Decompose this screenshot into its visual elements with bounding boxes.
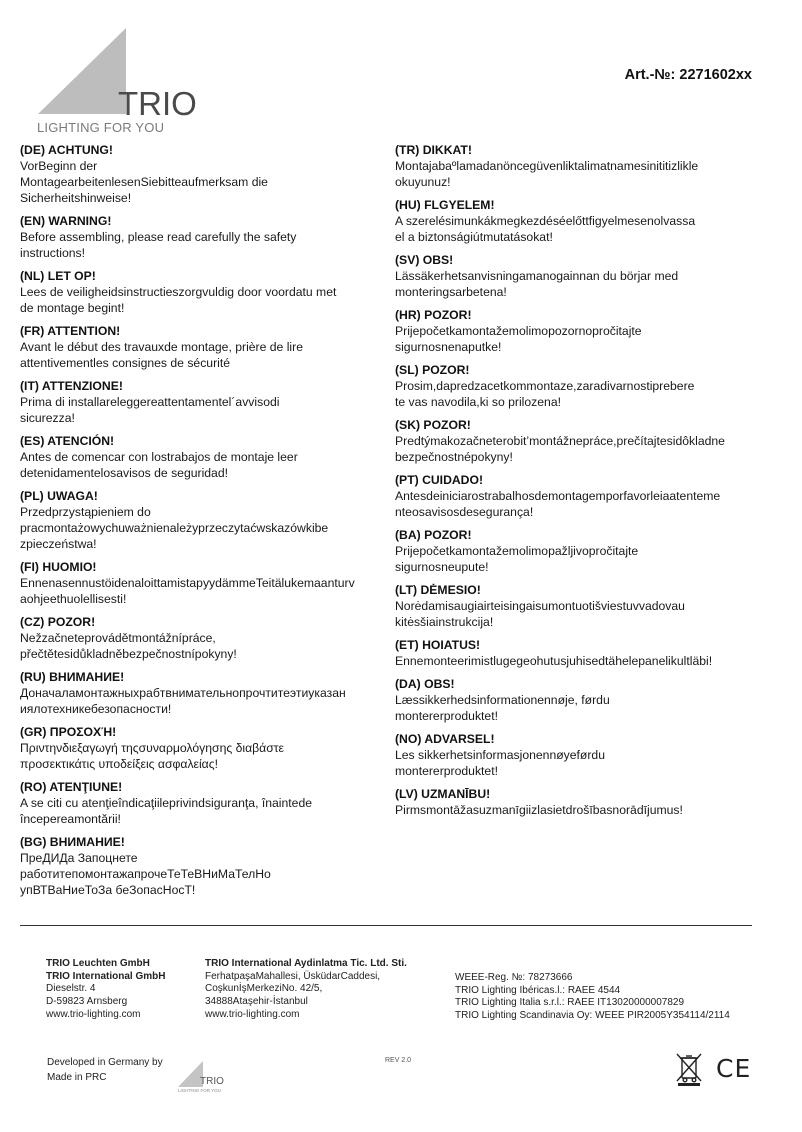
revision-label: REV 2.0	[385, 1057, 412, 1064]
ce-mark-icon: CE	[716, 1054, 752, 1083]
warning-text: A se citi cu atenţieîndicaţiileprivindsiguranţa, înaintede începereamontării!	[20, 796, 312, 826]
warning-heading: (RU) ВНИМАНИЕ!	[20, 670, 125, 684]
warning-text: Доначаламонтажныхрабтвнимательнопрочтитеэтиуказан иялотехникебезопасности!	[20, 686, 346, 716]
warning-fi	[20, 560, 386, 607]
warning-heading: (HR) POZOR!	[395, 308, 472, 322]
warning-heading: (RO) ATENŢIUNE!	[20, 780, 123, 794]
warning-hr	[395, 308, 759, 355]
warning-tr	[395, 143, 759, 190]
warning-text: Predtýmakozačneterobit’montážnepráce,prečítajtesidôkladne bezpečnostnépokyny!	[395, 434, 725, 464]
warning-text: Ennemonteerimistlugegeohutusjuhisedtähelepanelikultläbi!	[395, 654, 713, 668]
warning-text: Prijepočetkamontažemolimopažljivopročitajte sigurnosneupute!	[395, 544, 639, 574]
warning-text: Læssikkerhedsinformationennøje, førdu montererproduktet!	[395, 693, 610, 723]
footer-company-turkey	[205, 958, 445, 1022]
company-name: TRIO International GmbH	[46, 970, 166, 982]
warning-heading: (FR) ATTENTION!	[20, 324, 121, 338]
warning-en	[20, 214, 386, 261]
warning-text: Antes de comencar con lostrabajos de montaje leer detenidamentelosavisos de seguridad!	[20, 450, 298, 480]
warning-es	[20, 434, 386, 481]
footer-weee-registrations: WEEE-Reg. №: 78273666 TRIO Lighting Ibéricas.l.: RAEE 4544 TRIO Lighting Italia s.r.l.: RAEE IT13020000007829 TRIO Lighting Scandinavia Oy: WEEE PIR2005Y354114/2114	[455, 972, 730, 1022]
warning-heading: (LV) UZMANĪBU!	[395, 787, 491, 801]
warning-fr	[20, 324, 386, 371]
warning-heading: (BG) ВНИМАНИЕ!	[20, 835, 125, 849]
warning-text: Before assembling, please read carefully the safety instructions!	[20, 230, 297, 260]
warning-da	[395, 677, 759, 724]
warning-text: Lässäkerhetsanvisningamanogainnan du börjar med monteringsarbetena!	[395, 269, 679, 299]
footer-divider	[20, 925, 752, 926]
warning-text: Norėdamisaugiairteisingaisumontuotišviestuvvadovau kitėsšiainstrukcija!	[395, 599, 685, 629]
warning-text: Πριντηνδιεξαγωγή τηςσυναρμολόγησης διαβάστε προσεκτικάτις υποδείξεις ασφαλείας!	[20, 741, 284, 771]
warning-heading: (GR) ΠΡΟΣΟΧΉ!	[20, 725, 117, 739]
warning-nl	[20, 269, 386, 316]
trio-mini-logo	[176, 1061, 226, 1095]
warning-text: A szerelésimunkákmegkezdéséelőttfigyelmesenolvassa el a biztonságiútmutatásokat!	[395, 214, 696, 244]
warning-text: Prijepočetkamontažemolimopozornopročitajte sigurnosnenaputke!	[395, 324, 642, 354]
warning-cz	[20, 615, 386, 662]
warning-ba	[395, 528, 759, 575]
warning-sl	[395, 363, 759, 410]
weee-bin-icon	[674, 1052, 704, 1086]
warning-de	[20, 143, 386, 206]
warning-lt	[395, 583, 759, 630]
warning-heading: (IT) ATTENZIONE!	[20, 379, 123, 393]
warning-ro	[20, 780, 386, 827]
warning-heading: (TR) DIKKAT!	[395, 143, 472, 157]
warning-text: Nežzačneteprovádětmontážnípráce, přečtětesidůkladněbezpečnostnípokyny!	[20, 631, 237, 661]
warning-text: Lees de veiligheidsinstructieszorgvuldig door voordatu met de montage begint!	[20, 285, 337, 315]
warning-text: VorBeginn der MontagearbeitenlesenSiebitteaufmerksam die Sicherheitshinweise!	[20, 159, 268, 205]
mini-logo-tagline: LIGHTING FOR YOU	[178, 1088, 221, 1093]
logo-tagline: LIGHTING FOR YOU	[37, 120, 165, 135]
warning-heading: (FI) HUOMIO!	[20, 560, 97, 574]
warning-text: Montajabaºlamadanöncegüvenliktalimatnamesinititizlikle okuyunuz!	[395, 159, 699, 189]
warning-heading: (SL) POZOR!	[395, 363, 470, 377]
warning-heading: (SK) POZOR!	[395, 418, 471, 432]
warning-heading: (ES) ATENCIÓN!	[20, 434, 115, 448]
warning-text: Antesdeiniciarostrabalhosdemontagemporfavorleiaatenteme nteosavisosdesegurança!	[395, 489, 721, 519]
trio-logo	[34, 28, 204, 138]
warning-bg	[20, 835, 386, 898]
warning-heading: (HU) FLGYELEM!	[395, 198, 495, 212]
warning-text: Prima di installareleggereattentamentel´avvisodi sicurezza!	[20, 395, 280, 425]
warning-heading: (BA) POZOR!	[395, 528, 472, 542]
warning-text: Przedprzystąpieniem do pracmontażowychuważnienależyprzeczytaćwskazówkibe zpieczeństwa!	[20, 505, 329, 551]
warning-heading: (SV) OBS!	[395, 253, 454, 267]
warning-heading: (EN) WARNING!	[20, 214, 112, 228]
warning-ru	[20, 670, 386, 717]
warning-text: Les sikkerhetsinformasjonennøyeførdu montererproduktet!	[395, 748, 605, 778]
warning-gr	[20, 725, 386, 772]
mini-logo-wordmark: TRIO	[200, 1076, 224, 1087]
warning-text: Avant le début des travauxde montage, prière de lire attentivementles consignes de sécurité	[20, 340, 303, 370]
warning-heading: (LT) DĖMESIO!	[395, 583, 481, 597]
warning-text: ПреДИДа Запоцнете работитепомонтажапрочеТеТеВНиМаТелНо упВТВаНиеТоЗа беЗопасНосТ!	[20, 851, 271, 897]
company-name: TRIO Leuchten GmbH	[46, 958, 150, 969]
warning-text: Prosim,dapredzacetkommontaze,zaradivarnostiprebere te vas navodila,ki so prilozena!	[395, 379, 695, 409]
warning-heading: (ET) HOIATUS!	[395, 638, 481, 652]
warnings-right-column	[395, 143, 759, 826]
warning-heading: (DE) ACHTUNG!	[20, 143, 113, 157]
warning-heading: (PT) CUIDADO!	[395, 473, 484, 487]
developed-made-in: Developed in Germany by Made in PRC	[47, 1057, 163, 1083]
warning-et	[395, 638, 759, 669]
warning-heading: (DA) OBS!	[395, 677, 455, 691]
company-address: Dieselstr. 4 D-59823 Arnsberg www.trio-lighting.com	[46, 983, 141, 1020]
warning-heading: (NO) ADVARSEL!	[395, 732, 495, 746]
article-number: Art.-№: 2271602xx	[624, 67, 752, 83]
warning-lv	[395, 787, 759, 818]
footer-company-germany	[46, 958, 196, 1022]
warning-text: EnnenasennustöidenaloittamistapyydämmeTeitälukemaanturv aohjeethuolellisesti!	[20, 576, 355, 606]
warnings-left-column	[20, 143, 386, 906]
warning-it	[20, 379, 386, 426]
warning-text: Pirmsmontāžasuzmanīgiizlasietdrošībasnorādījumus!	[395, 803, 683, 817]
warning-sk	[395, 418, 759, 465]
warning-sv	[395, 253, 759, 300]
logo-wordmark: TRIO	[118, 85, 197, 122]
company-name: TRIO International Aydinlatma Tic. Ltd. Sti.	[205, 958, 407, 969]
warning-pt	[395, 473, 759, 520]
warning-no	[395, 732, 759, 779]
warning-hu	[395, 198, 759, 245]
warning-heading: (PL) UWAGA!	[20, 489, 98, 503]
warning-heading: (CZ) POZOR!	[20, 615, 96, 629]
warning-pl	[20, 489, 386, 552]
warning-heading: (NL) LET OP!	[20, 269, 96, 283]
company-address: FerhatpaşaMahallesi, ÜsküdarCaddesi, CoşkunİşMerkeziNo. 42/5, 34888Ataşehir-İstanbul www.trio-lighting.com	[205, 970, 381, 1020]
